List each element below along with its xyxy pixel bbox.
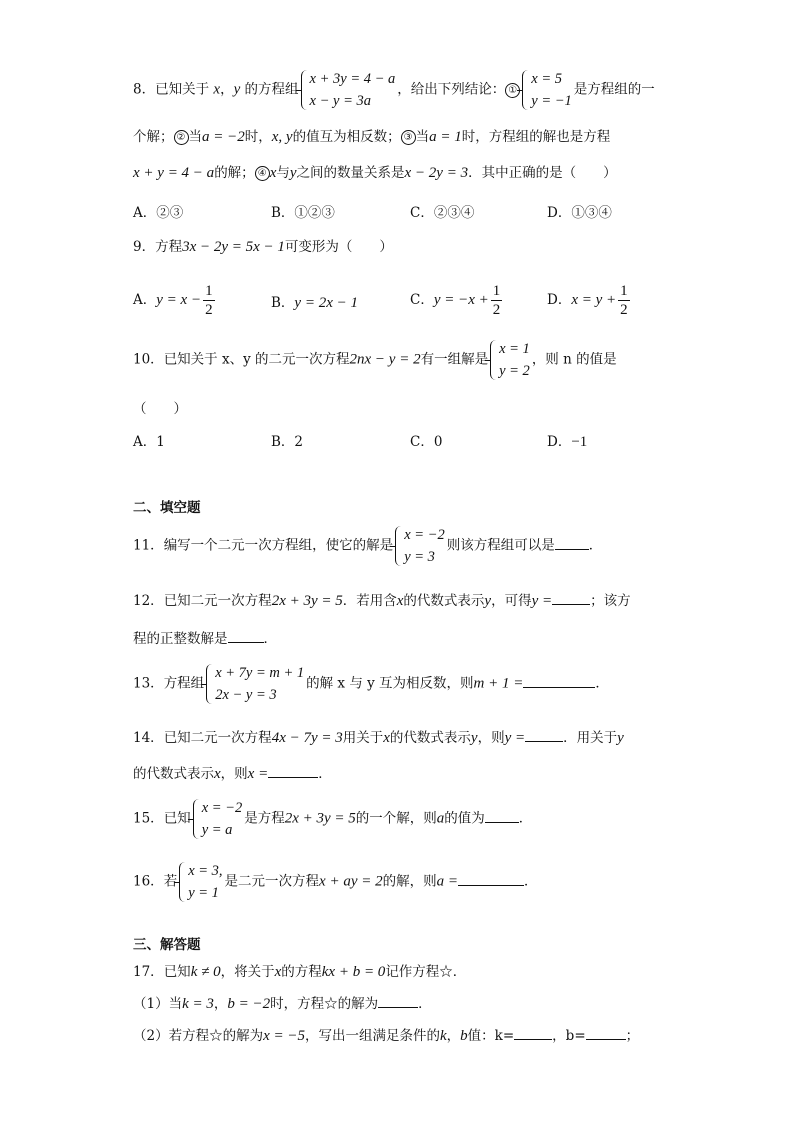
q14-answer-blank-2[interactable] [268,763,318,778]
q8-line3 [133,163,617,183]
q16-text: 若 [163,873,178,890]
system-row: y = 2 [499,363,530,379]
math: x [396,593,404,609]
option-label: C． [410,434,434,450]
math: 2nx − y = 2 [349,351,421,368]
fraction [203,282,215,319]
numerator: 1 [205,283,213,299]
q8-text: 时， [244,129,272,145]
option-label: B． [271,295,295,311]
q13-number: 13． [133,675,164,692]
q17-part2 [133,1025,639,1046]
q9-number: 9． [133,239,156,255]
q12-text: ．若用含 [342,593,397,609]
q11-text: 则该方程组可以是 [446,537,555,554]
denominator: 2 [492,302,501,318]
brace-icon [490,340,497,380]
system-row: x = 1 [499,341,530,357]
q15-text: 的值为 [444,810,485,827]
q9-stem [133,237,393,257]
q13-equation-system [206,662,304,706]
q11-number: 11． [133,537,164,554]
system-row: x = 3, [188,863,223,879]
math: a = [436,873,458,890]
numerator: 1 [492,283,501,299]
q8-option-b[interactable] [271,201,335,221]
section-heading-fill-in: 二、填空题 [133,500,201,516]
math: x [214,766,221,782]
system-row: y = −1 [531,93,572,109]
q8-text: ．其中正确的是（ ） [468,165,617,181]
q16-number: 16． [133,873,164,890]
q12-text: ． [263,631,277,647]
option-label: B． [271,205,295,221]
q17-text: 已知 [163,964,191,980]
option-label: D． [547,292,572,308]
q17-stem [133,962,466,982]
brace-icon [193,799,200,839]
brace-icon [395,526,402,566]
q8-option-d[interactable] [547,201,612,221]
comma: ， [220,81,234,98]
q9-option-c[interactable] [410,282,504,319]
math: b = −2 [227,996,271,1012]
system-row: x = −2 [404,527,445,543]
q8-text: 的方程组 [244,81,299,98]
q15-text: ． [518,810,533,827]
q9-option-d[interactable] [547,282,632,319]
math: 4x − 7y = 3 [271,730,343,746]
q14-line2 [133,763,332,784]
math: 2x + 3y = 5 [284,810,356,827]
q8-line2 [133,127,610,147]
q10-text: 已知关于 x、y 的二元一次方程 [163,351,350,368]
circled-four-icon: ④ [255,166,270,181]
system-row: y = 3 [404,549,435,565]
q10-option-b[interactable] [271,430,303,450]
math: x = [247,766,269,782]
q14-text: 用关于 [342,730,384,746]
q13-text: ． [595,675,609,692]
q17-number: 17． [133,964,164,980]
q8-text: 当 [415,129,430,145]
q14-text: 的代数式表示 [389,730,471,746]
system-row: x + 7y = m + 1 [215,665,305,681]
var-x: x [213,81,221,98]
q11-stem [133,524,602,568]
math: k ≠ 0 [190,964,221,980]
q8-equation-system [301,68,396,112]
q17-text: ， [446,1028,461,1044]
q8-option-a[interactable] [133,201,183,221]
q11-solution-system [395,524,445,568]
q10-option-d[interactable] [547,430,587,451]
q16-text: ． [523,873,538,890]
q13-stem [133,662,609,706]
q16-solution-system [179,860,222,904]
q14-text: ．用关于 [563,730,618,746]
q16-answer-blank[interactable] [458,871,524,886]
circled-three-icon: ③ [401,130,416,145]
system-row: x = 5 [531,71,562,87]
q15-text: 是方程 [244,810,285,827]
math: y = −x + [433,292,489,308]
system-row: y = 1 [188,885,219,901]
option-value: 1 [156,434,165,450]
math: x + ay = 2 [319,873,383,890]
numerator: 1 [620,283,628,299]
q8-text: 的解； [214,165,255,181]
option-value: ②③ [156,205,184,221]
q14-text: 的代数式表示 [133,766,214,782]
q16-text: 是二元一次方程 [224,873,320,890]
q17-b-answer-blank[interactable] [586,1025,626,1040]
q17-part1 [133,993,432,1014]
q10-option-a[interactable] [133,430,165,450]
brace-icon [179,862,186,902]
math: y = 2x − 1 [294,295,358,311]
q16-text: 的解，则 [382,873,437,890]
math: 3x − 2y = 5x − 1 [182,239,285,255]
q10-stem [133,338,617,382]
system-row: x − y = 3a [309,93,371,109]
option-value: ①③④ [571,205,612,221]
q14-number: 14． [133,730,164,746]
brace-icon [301,70,308,110]
q8-text: ，给出下列结论： [397,81,506,98]
q11-text: 编写一个二元一次方程组，使它的解是 [163,537,394,554]
q14-text: ，则 [477,730,505,746]
math: kx + b = 0 [321,964,386,980]
q12-text: 程的正整数解是 [133,631,228,647]
q12-text: ，可得 [491,593,532,609]
q14-text: ． [318,766,332,782]
option-label: C． [410,205,434,221]
q10-option-c[interactable] [410,430,442,450]
q13-text: 的解 x 与 y 互为相反数，则 [306,675,474,692]
q14-text: 已知二元一次方程 [163,730,272,746]
option-label: B． [271,434,295,450]
q9-option-a[interactable] [133,282,217,319]
q8-text: 时，方程组的解也是方程 [461,129,611,145]
math: b [460,1028,468,1044]
q8-text: 之间的数量关系是 [296,165,405,181]
q17-text: 时，方程☆的解为 [270,996,379,1012]
q12-number: 12． [133,593,164,609]
q14-answer-blank-1[interactable] [525,727,563,742]
option-label: A． [133,434,157,450]
math: 2x + 3y = 5 [271,593,343,609]
math: k [440,1028,447,1044]
math: x + y = 4 − a [133,165,215,181]
math: y [289,165,297,181]
option-value: 0 [433,434,443,450]
q13-answer-blank[interactable] [523,673,595,688]
q12-text: 的代数式表示 [403,593,485,609]
math: a = −2 [202,129,245,145]
math: x = −5 [263,1028,305,1044]
q8-text: 是方程组的一 [573,81,655,98]
math: y = [531,593,553,609]
q8-text: 与 [276,165,290,181]
math: m + 1 = [473,675,524,692]
q17-text: ． [418,996,432,1012]
fraction [618,282,630,319]
q11-text: ． [588,537,603,554]
option-label: A． [133,292,157,308]
math: y = [504,730,526,746]
q17-k-answer-blank[interactable] [514,1025,552,1040]
math: x [269,165,277,181]
q8-number: 8． [133,81,156,98]
q10-number: 10． [133,351,164,368]
q15-solution-system [193,797,243,841]
q17-text: ， [213,996,228,1012]
math: k = 3 [182,996,214,1012]
q12-line2 [133,628,277,649]
q17-text: ，b= [552,1028,586,1044]
q11-answer-blank[interactable] [555,535,589,550]
q17-text: 的方程 [281,964,322,980]
system-row: y = a [201,822,233,838]
q8-text: 个解； [133,129,174,145]
q17-text: 记作方程☆． [385,964,467,980]
q12-answer-blank-2[interactable] [228,628,264,643]
q10-answer-paren: （ ） [133,401,187,417]
option-label: A． [133,205,157,221]
circled-two-icon: ② [174,130,189,145]
option-value: ①②③ [294,205,335,221]
math: x [274,964,282,980]
q15-text: 已知 [163,810,191,827]
q15-answer-blank[interactable] [485,808,519,823]
system-row: 2x − y = 3 [215,687,277,703]
q15-number: 15． [133,810,164,827]
q14-line1 [133,727,624,748]
option-value: ②③④ [433,205,475,221]
q17-text: ，将关于 [220,964,275,980]
fraction [491,282,503,319]
q17-text: ； [625,1028,640,1044]
math: a = 1 [429,129,462,145]
brace-icon [522,70,529,110]
math: x − 2y = 3 [404,165,469,181]
option-label: D． [547,205,572,221]
math: y = x − [156,292,202,308]
math: x, y [271,129,293,145]
q17-part1-answer-blank[interactable] [378,993,418,1008]
math: x [383,730,390,746]
q8-line1 [133,68,655,112]
q9-option-b[interactable] [271,291,358,312]
q8-option-c[interactable] [410,201,474,221]
q12-text: 已知二元一次方程 [163,593,272,609]
system-row: x + 3y = 4 − a [309,71,396,87]
q8-solution-system [522,68,572,112]
system-row: x = −2 [201,800,243,816]
q12-line1 [133,590,631,611]
q17-text: 值：k= [467,1028,515,1044]
math: y [484,593,492,609]
q10-text: 有一组解是 [420,351,489,368]
q10-text: ，则 n 的值是 [531,351,617,368]
q12-text: ；该方 [590,593,631,609]
var-y: y [233,81,241,98]
option-label: C． [410,292,434,308]
section-heading-answer: 三、解答题 [133,937,201,953]
circled-one-icon: ① [505,83,520,98]
denominator: 2 [205,302,213,318]
q10-solution-system [490,338,530,382]
denominator: 2 [620,302,628,318]
q8-text: 的值互为相反数； [292,129,401,145]
option-label: D． [547,434,572,450]
q15-stem [133,797,532,841]
q8-text: 已知关于 [155,81,210,98]
q16-stem [133,860,537,904]
q17-text: ，写出一组满足条件的 [305,1028,440,1044]
math: y [470,730,478,746]
q8-text: 当 [188,129,202,145]
math: y [617,730,624,746]
option-value: 2 [294,434,304,450]
q17-text: （2）若方程☆的解为 [133,1028,264,1044]
q9-text: 方程 [155,239,183,255]
q9-text: 可变形为（ ） [284,239,393,255]
q14-text: ，则 [220,766,248,782]
q15-text: 的一个解，则 [355,810,437,827]
brace-icon [206,664,213,704]
option-value: −1 [571,434,588,450]
q13-text: 方程组 [163,675,205,692]
math: a [436,810,445,827]
math: x = y + [571,292,617,308]
q12-answer-blank-1[interactable] [552,590,590,605]
q17-text: （1）当 [133,996,183,1012]
